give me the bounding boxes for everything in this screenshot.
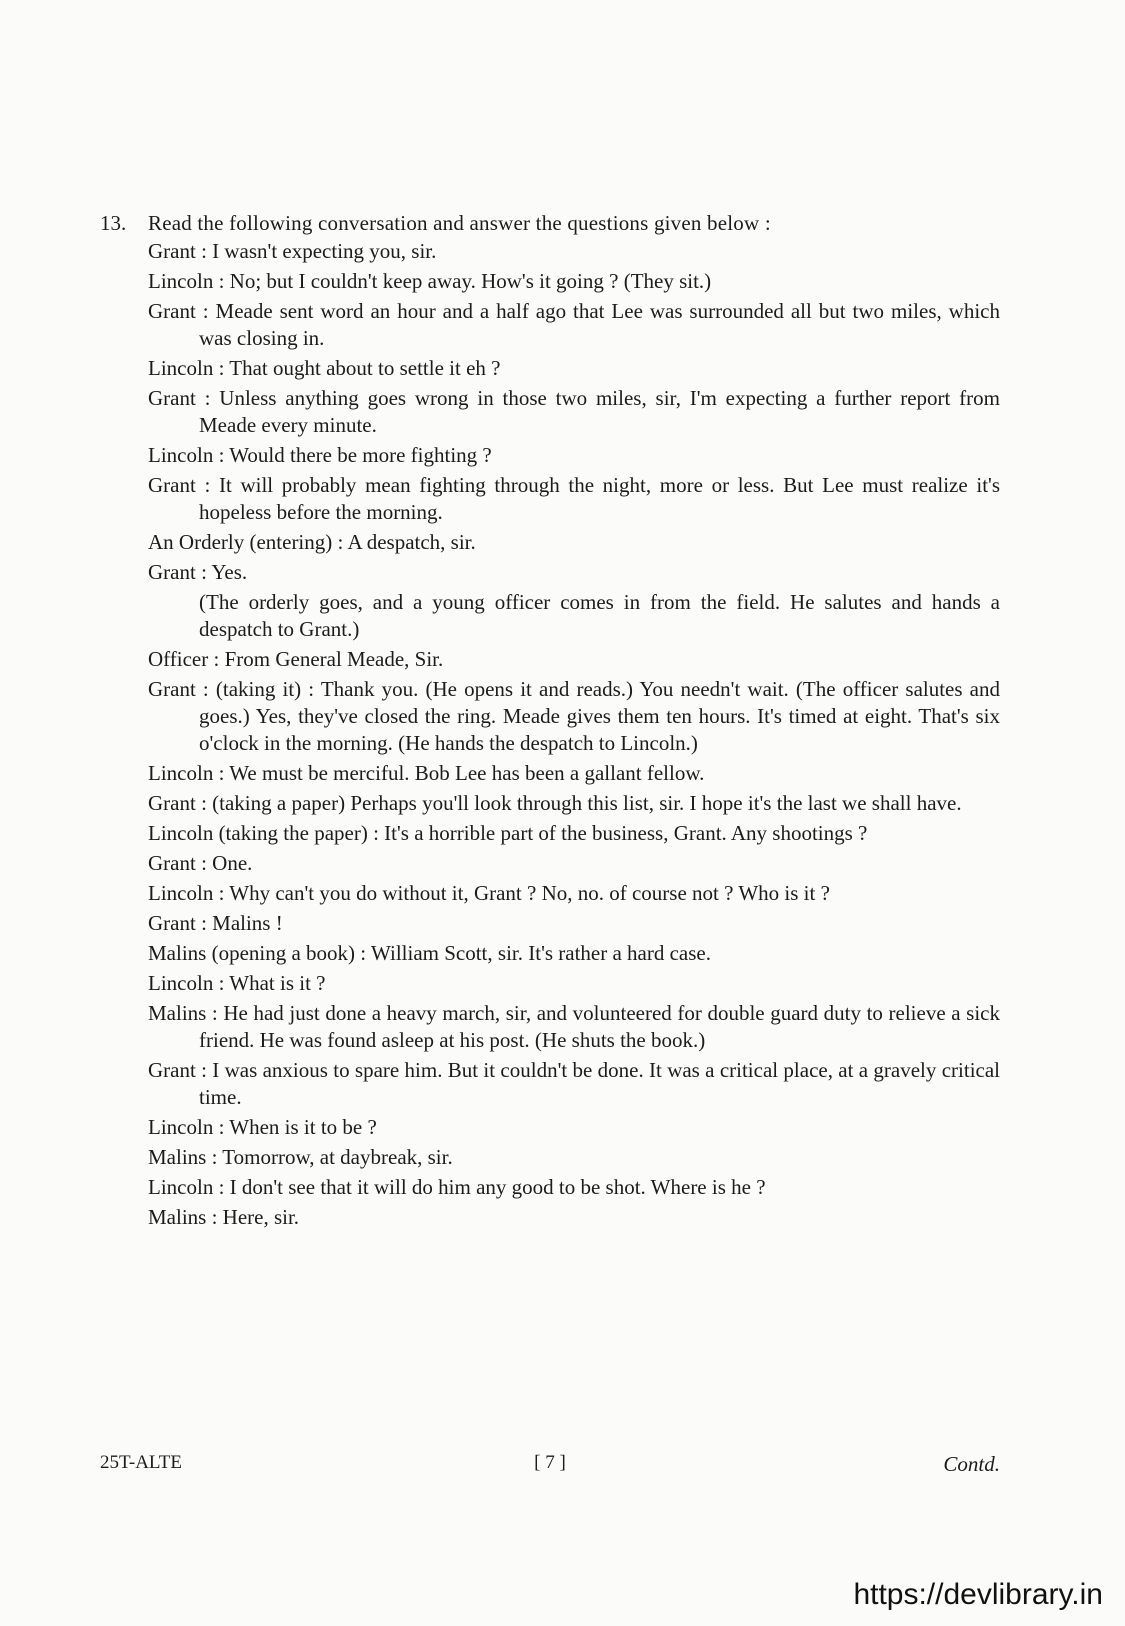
dialogue-line: Lincoln (taking the paper) : It's a horrible part of the business, Grant. Any shootings ? [148, 821, 868, 845]
dialogue-line: Officer : From General Meade, Sir. [148, 647, 444, 671]
dialogue-line: Lincoln : I don't see that it will do him any good to be shot. Where is he ? [148, 1175, 766, 1199]
dialogue-line: Lincoln : No; but I couldn't keep away. How's it going ? (They sit.) [148, 269, 712, 293]
question-intro: Read the following conversation and answer the questions given below : [148, 211, 771, 235]
question-13 [100, 208, 1000, 1234]
dialogue-line: Grant : Malins ! [148, 911, 283, 935]
dialogue-line: Grant : (taking a paper) Perhaps you'll look through this list, sir. I hope it's the last we shall have. [148, 791, 962, 815]
dialogue-line: Grant : Unless anything goes wrong in those two miles, sir, I'm expecting a further report from Meade every minute. [148, 386, 1000, 437]
continued-label: Contd. [943, 1452, 1000, 1476]
question-number: 13. [100, 211, 127, 235]
dialogue-line: Lincoln : Why can't you do without it, Grant ? No, no. of course not ? Who is it ? [148, 881, 830, 905]
dialogue-line: Malins : Tomorrow, at daybreak, sir. [148, 1145, 453, 1169]
dialogue-line: Malins : He had just done a heavy march, sir, and volunteered for double guard duty to relieve a sick friend. He was found asleep at his post. (He shuts the book.) [148, 1001, 1000, 1052]
dialogue-line: Grant : (taking it) : Thank you. (He opens it and reads.) You needn't wait. (The officer salutes and goes.) Yes, they've closed the ring. Meade gives them ten hours. It's timed at eight. That's six o'clock in the morning. (He hands the despatch to Lincoln.) [148, 677, 1000, 755]
stage-direction: (The orderly goes, and a young officer comes in from the field. He salutes and hands a despatch to Grant.) [199, 590, 1000, 641]
dialogue-line: Malins : Here, sir. [148, 1205, 300, 1229]
dialogue-line: Lincoln : We must be merciful. Bob Lee has been a gallant fellow. [148, 761, 705, 785]
dialogue-line: Lincoln : When is it to be ? [148, 1115, 377, 1139]
dialogue-line: Grant : It will probably mean fighting through the night, more or less. But Lee must realize it's hopeless before the morning. [148, 473, 1000, 524]
watermark-url: https://devlibrary.in [853, 1578, 1103, 1611]
dialogue-line: Malins (opening a book) : William Scott, sir. It's rather a hard case. [148, 941, 712, 965]
dialogue-line: Grant : Meade sent word an hour and a half ago that Lee was surrounded all but two miles, which was closing in. [148, 299, 1000, 350]
dialogue-line: Lincoln : That ought about to settle it eh ? [148, 356, 501, 380]
dialogue-line: Grant : One. [148, 851, 253, 875]
dialogue-line: Grant : I wasn't expecting you, sir. [148, 239, 437, 263]
dialogue-line: Grant : I was anxious to spare him. But it couldn't be done. It was a critical place, at a gravely critical time. [148, 1058, 1000, 1109]
question-heading [100, 208, 1000, 238]
dialogue-line: Lincoln : What is it ? [148, 971, 326, 995]
dialogue-line: Grant : Yes. [148, 560, 248, 584]
dialogue-line: An Orderly (entering) : A despatch, sir. [148, 530, 476, 554]
dialogue-line: Lincoln : Would there be more fighting ? [148, 443, 492, 467]
dialogue [148, 238, 1000, 1231]
paper-code: 25T-ALTE [100, 1452, 182, 1473]
page-number: [ 7 ] [534, 1452, 566, 1473]
